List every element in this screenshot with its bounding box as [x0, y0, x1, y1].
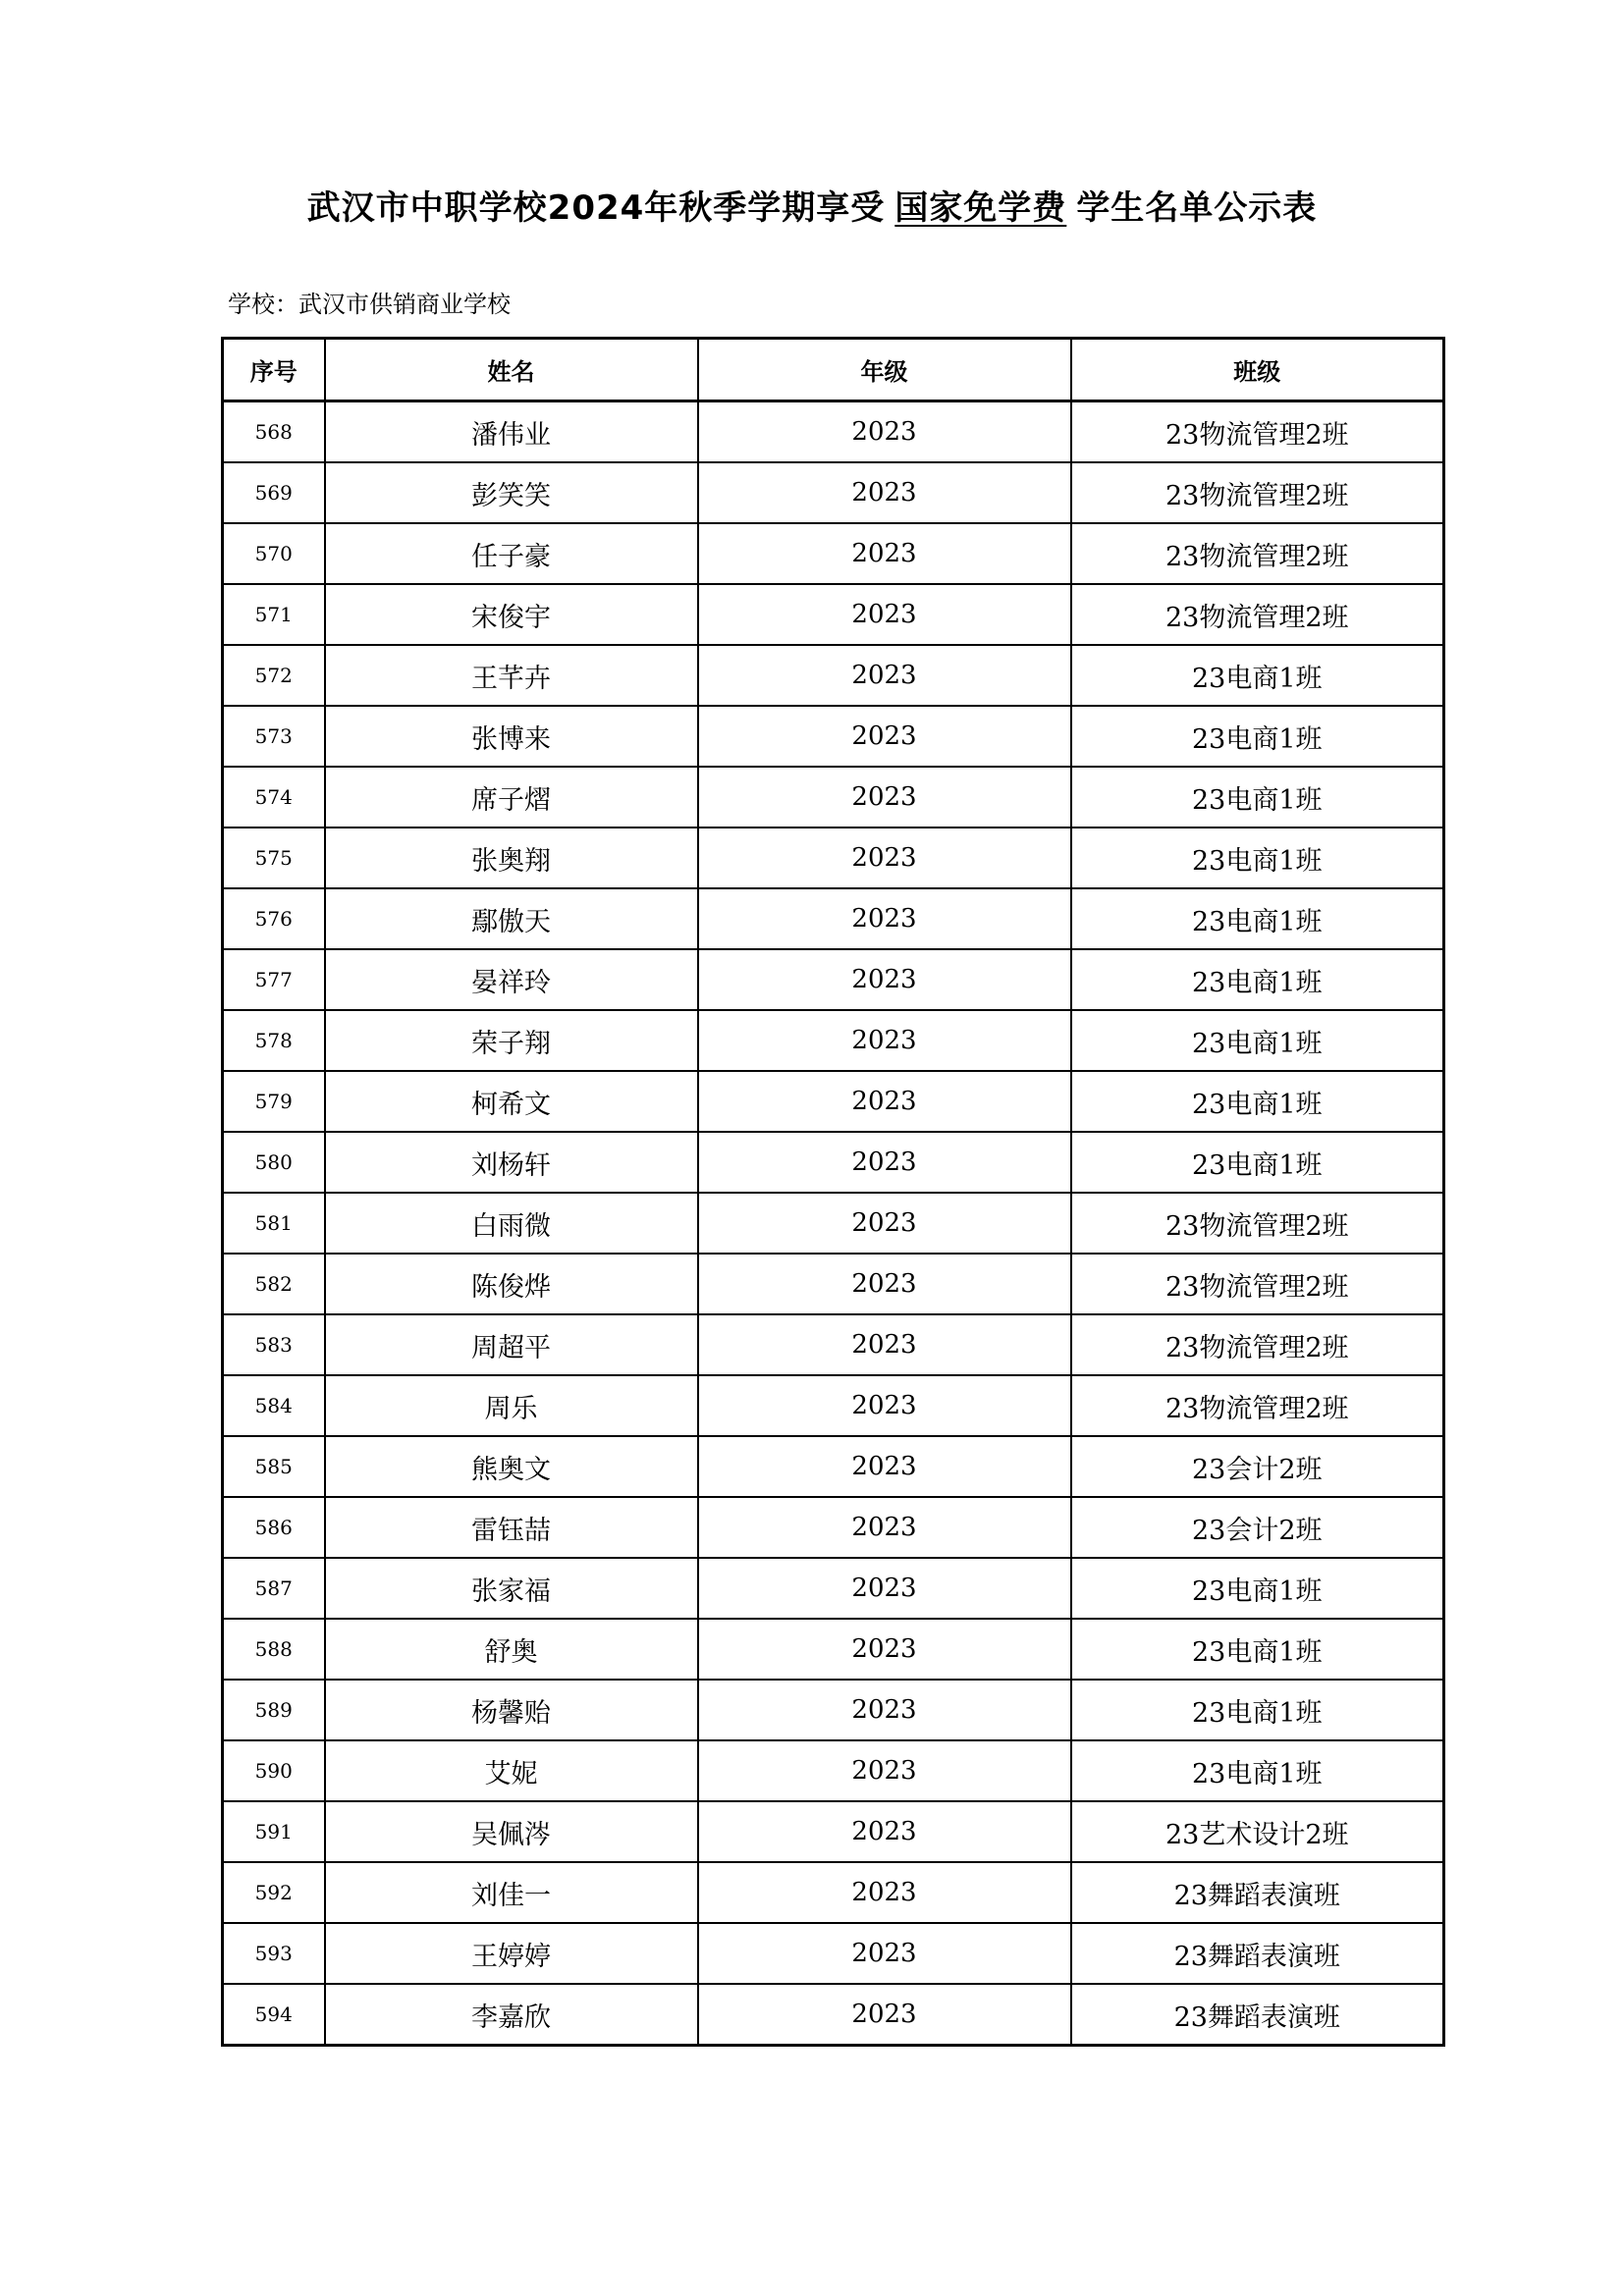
student-name-cell: 熊奥文	[325, 1436, 698, 1497]
table-row	[223, 1193, 1444, 1254]
class-cell: 23电商1班	[1071, 767, 1444, 828]
student-name-cell: 陈俊烨	[325, 1254, 698, 1314]
class-cell: 23物流管理2班	[1071, 523, 1444, 584]
serial-number-cell: 578	[223, 1010, 325, 1071]
grade-cell: 2023	[698, 1984, 1071, 2046]
serial-number-cell: 584	[223, 1375, 325, 1436]
student-name-cell: 彭笑笑	[325, 462, 698, 523]
serial-number-cell: 576	[223, 888, 325, 949]
table-row	[223, 645, 1444, 706]
table-row	[223, 584, 1444, 645]
class-cell: 23电商1班	[1071, 1071, 1444, 1132]
table-header-row	[223, 339, 1444, 401]
student-name-cell: 席子熠	[325, 767, 698, 828]
grade-cell: 2023	[698, 1558, 1071, 1619]
table-row	[223, 1375, 1444, 1436]
school-label: 学校：	[228, 291, 298, 318]
serial-number-cell: 591	[223, 1801, 325, 1862]
serial-number-cell: 583	[223, 1314, 325, 1375]
grade-cell: 2023	[698, 1801, 1071, 1862]
grade-cell: 2023	[698, 706, 1071, 767]
serial-number-cell: 587	[223, 1558, 325, 1619]
student-name-cell: 舒奥	[325, 1619, 698, 1680]
school-line	[228, 287, 511, 322]
serial-number-cell: 581	[223, 1193, 325, 1254]
serial-number-cell: 568	[223, 401, 325, 463]
serial-number-cell: 588	[223, 1619, 325, 1680]
table-row	[223, 1010, 1444, 1071]
student-name-cell: 杨馨贻	[325, 1680, 698, 1740]
school-name: 武汉市供销商业学校	[298, 291, 511, 318]
student-name-cell: 任子豪	[325, 523, 698, 584]
table-row	[223, 1314, 1444, 1375]
header-student-name: 姓名	[325, 339, 698, 401]
student-name-cell: 王芊卉	[325, 645, 698, 706]
class-cell: 23电商1班	[1071, 1010, 1444, 1071]
title-subsidy-type: 国家免学费	[894, 188, 1067, 228]
table-row	[223, 1923, 1444, 1984]
header-serial-number: 序号	[223, 339, 325, 401]
table-row	[223, 401, 1444, 463]
class-cell: 23电商1班	[1071, 706, 1444, 767]
serial-number-cell: 572	[223, 645, 325, 706]
table-body	[223, 401, 1444, 2046]
serial-number-cell: 593	[223, 1923, 325, 1984]
grade-cell: 2023	[698, 645, 1071, 706]
class-cell: 23电商1班	[1071, 828, 1444, 888]
serial-number-cell: 592	[223, 1862, 325, 1923]
student-name-cell: 张家福	[325, 1558, 698, 1619]
header-grade: 年级	[698, 339, 1071, 401]
class-cell: 23舞蹈表演班	[1071, 1862, 1444, 1923]
class-cell: 23电商1班	[1071, 645, 1444, 706]
class-cell: 23物流管理2班	[1071, 401, 1444, 463]
serial-number-cell: 573	[223, 706, 325, 767]
grade-cell: 2023	[698, 1010, 1071, 1071]
grade-cell: 2023	[698, 1619, 1071, 1680]
grade-cell: 2023	[698, 888, 1071, 949]
table-row	[223, 1984, 1444, 2046]
table-row	[223, 706, 1444, 767]
class-cell: 23电商1班	[1071, 888, 1444, 949]
table-row	[223, 1862, 1444, 1923]
class-cell: 23会计2班	[1071, 1497, 1444, 1558]
class-cell: 23电商1班	[1071, 1558, 1444, 1619]
serial-number-cell: 575	[223, 828, 325, 888]
table-row	[223, 462, 1444, 523]
serial-number-cell: 586	[223, 1497, 325, 1558]
serial-number-cell: 582	[223, 1254, 325, 1314]
grade-cell: 2023	[698, 401, 1071, 463]
serial-number-cell: 574	[223, 767, 325, 828]
grade-cell: 2023	[698, 828, 1071, 888]
table-row	[223, 767, 1444, 828]
table-row	[223, 828, 1444, 888]
table-row	[223, 523, 1444, 584]
student-roster-table	[221, 337, 1445, 2047]
student-name-cell: 张奥翔	[325, 828, 698, 888]
student-name-cell: 荣子翔	[325, 1010, 698, 1071]
table-row	[223, 1619, 1444, 1680]
class-cell: 23舞蹈表演班	[1071, 1984, 1444, 2046]
student-name-cell: 张博来	[325, 706, 698, 767]
table-row	[223, 949, 1444, 1010]
grade-cell: 2023	[698, 1375, 1071, 1436]
header-class: 班级	[1071, 339, 1444, 401]
student-name-cell: 李嘉欣	[325, 1984, 698, 2046]
class-cell: 23物流管理2班	[1071, 1314, 1444, 1375]
table-row	[223, 1558, 1444, 1619]
title-prefix: 武汉市中职学校2024年秋季学期享受	[306, 188, 886, 228]
grade-cell: 2023	[698, 523, 1071, 584]
class-cell: 23艺术设计2班	[1071, 1801, 1444, 1862]
serial-number-cell: 570	[223, 523, 325, 584]
class-cell: 23电商1班	[1071, 1680, 1444, 1740]
student-name-cell: 周乐	[325, 1375, 698, 1436]
grade-cell: 2023	[698, 584, 1071, 645]
title-suffix: 学生名单公示表	[1076, 188, 1318, 228]
serial-number-cell: 594	[223, 1984, 325, 2046]
student-name-cell: 刘佳一	[325, 1862, 698, 1923]
grade-cell: 2023	[698, 1862, 1071, 1923]
grade-cell: 2023	[698, 949, 1071, 1010]
student-name-cell: 刘杨轩	[325, 1132, 698, 1193]
table-row	[223, 1071, 1444, 1132]
grade-cell: 2023	[698, 1132, 1071, 1193]
student-name-cell: 宋俊宇	[325, 584, 698, 645]
serial-number-cell: 579	[223, 1071, 325, 1132]
grade-cell: 2023	[698, 767, 1071, 828]
grade-cell: 2023	[698, 1740, 1071, 1801]
class-cell: 23电商1班	[1071, 1619, 1444, 1680]
class-cell: 23物流管理2班	[1071, 1254, 1444, 1314]
student-name-cell: 晏祥玲	[325, 949, 698, 1010]
student-name-cell: 柯希文	[325, 1071, 698, 1132]
student-name-cell: 吴佩涔	[325, 1801, 698, 1862]
grade-cell: 2023	[698, 1193, 1071, 1254]
student-name-cell: 王婷婷	[325, 1923, 698, 1984]
serial-number-cell: 589	[223, 1680, 325, 1740]
grade-cell: 2023	[698, 1497, 1071, 1558]
serial-number-cell: 571	[223, 584, 325, 645]
table-row	[223, 1132, 1444, 1193]
student-name-cell: 白雨微	[325, 1193, 698, 1254]
class-cell: 23物流管理2班	[1071, 584, 1444, 645]
grade-cell: 2023	[698, 1314, 1071, 1375]
student-name-cell: 潘伟业	[325, 401, 698, 463]
table-row	[223, 1680, 1444, 1740]
class-cell: 23电商1班	[1071, 1132, 1444, 1193]
grade-cell: 2023	[698, 1923, 1071, 1984]
serial-number-cell: 569	[223, 462, 325, 523]
class-cell: 23电商1班	[1071, 1740, 1444, 1801]
grade-cell: 2023	[698, 1254, 1071, 1314]
student-name-cell: 艾妮	[325, 1740, 698, 1801]
class-cell: 23电商1班	[1071, 949, 1444, 1010]
table-row	[223, 1801, 1444, 1862]
grade-cell: 2023	[698, 462, 1071, 523]
grade-cell: 2023	[698, 1071, 1071, 1132]
grade-cell: 2023	[698, 1680, 1071, 1740]
student-name-cell: 雷钰喆	[325, 1497, 698, 1558]
class-cell: 23物流管理2班	[1071, 1193, 1444, 1254]
serial-number-cell: 580	[223, 1132, 325, 1193]
table-row	[223, 1497, 1444, 1558]
page-title	[0, 183, 1624, 234]
class-cell: 23物流管理2班	[1071, 1375, 1444, 1436]
class-cell: 23物流管理2班	[1071, 462, 1444, 523]
table-row	[223, 888, 1444, 949]
student-name-cell: 鄢傲天	[325, 888, 698, 949]
grade-cell: 2023	[698, 1436, 1071, 1497]
serial-number-cell: 590	[223, 1740, 325, 1801]
table-row	[223, 1436, 1444, 1497]
serial-number-cell: 585	[223, 1436, 325, 1497]
student-name-cell: 周超平	[325, 1314, 698, 1375]
class-cell: 23会计2班	[1071, 1436, 1444, 1497]
serial-number-cell: 577	[223, 949, 325, 1010]
class-cell: 23舞蹈表演班	[1071, 1923, 1444, 1984]
table-row	[223, 1740, 1444, 1801]
table-row	[223, 1254, 1444, 1314]
